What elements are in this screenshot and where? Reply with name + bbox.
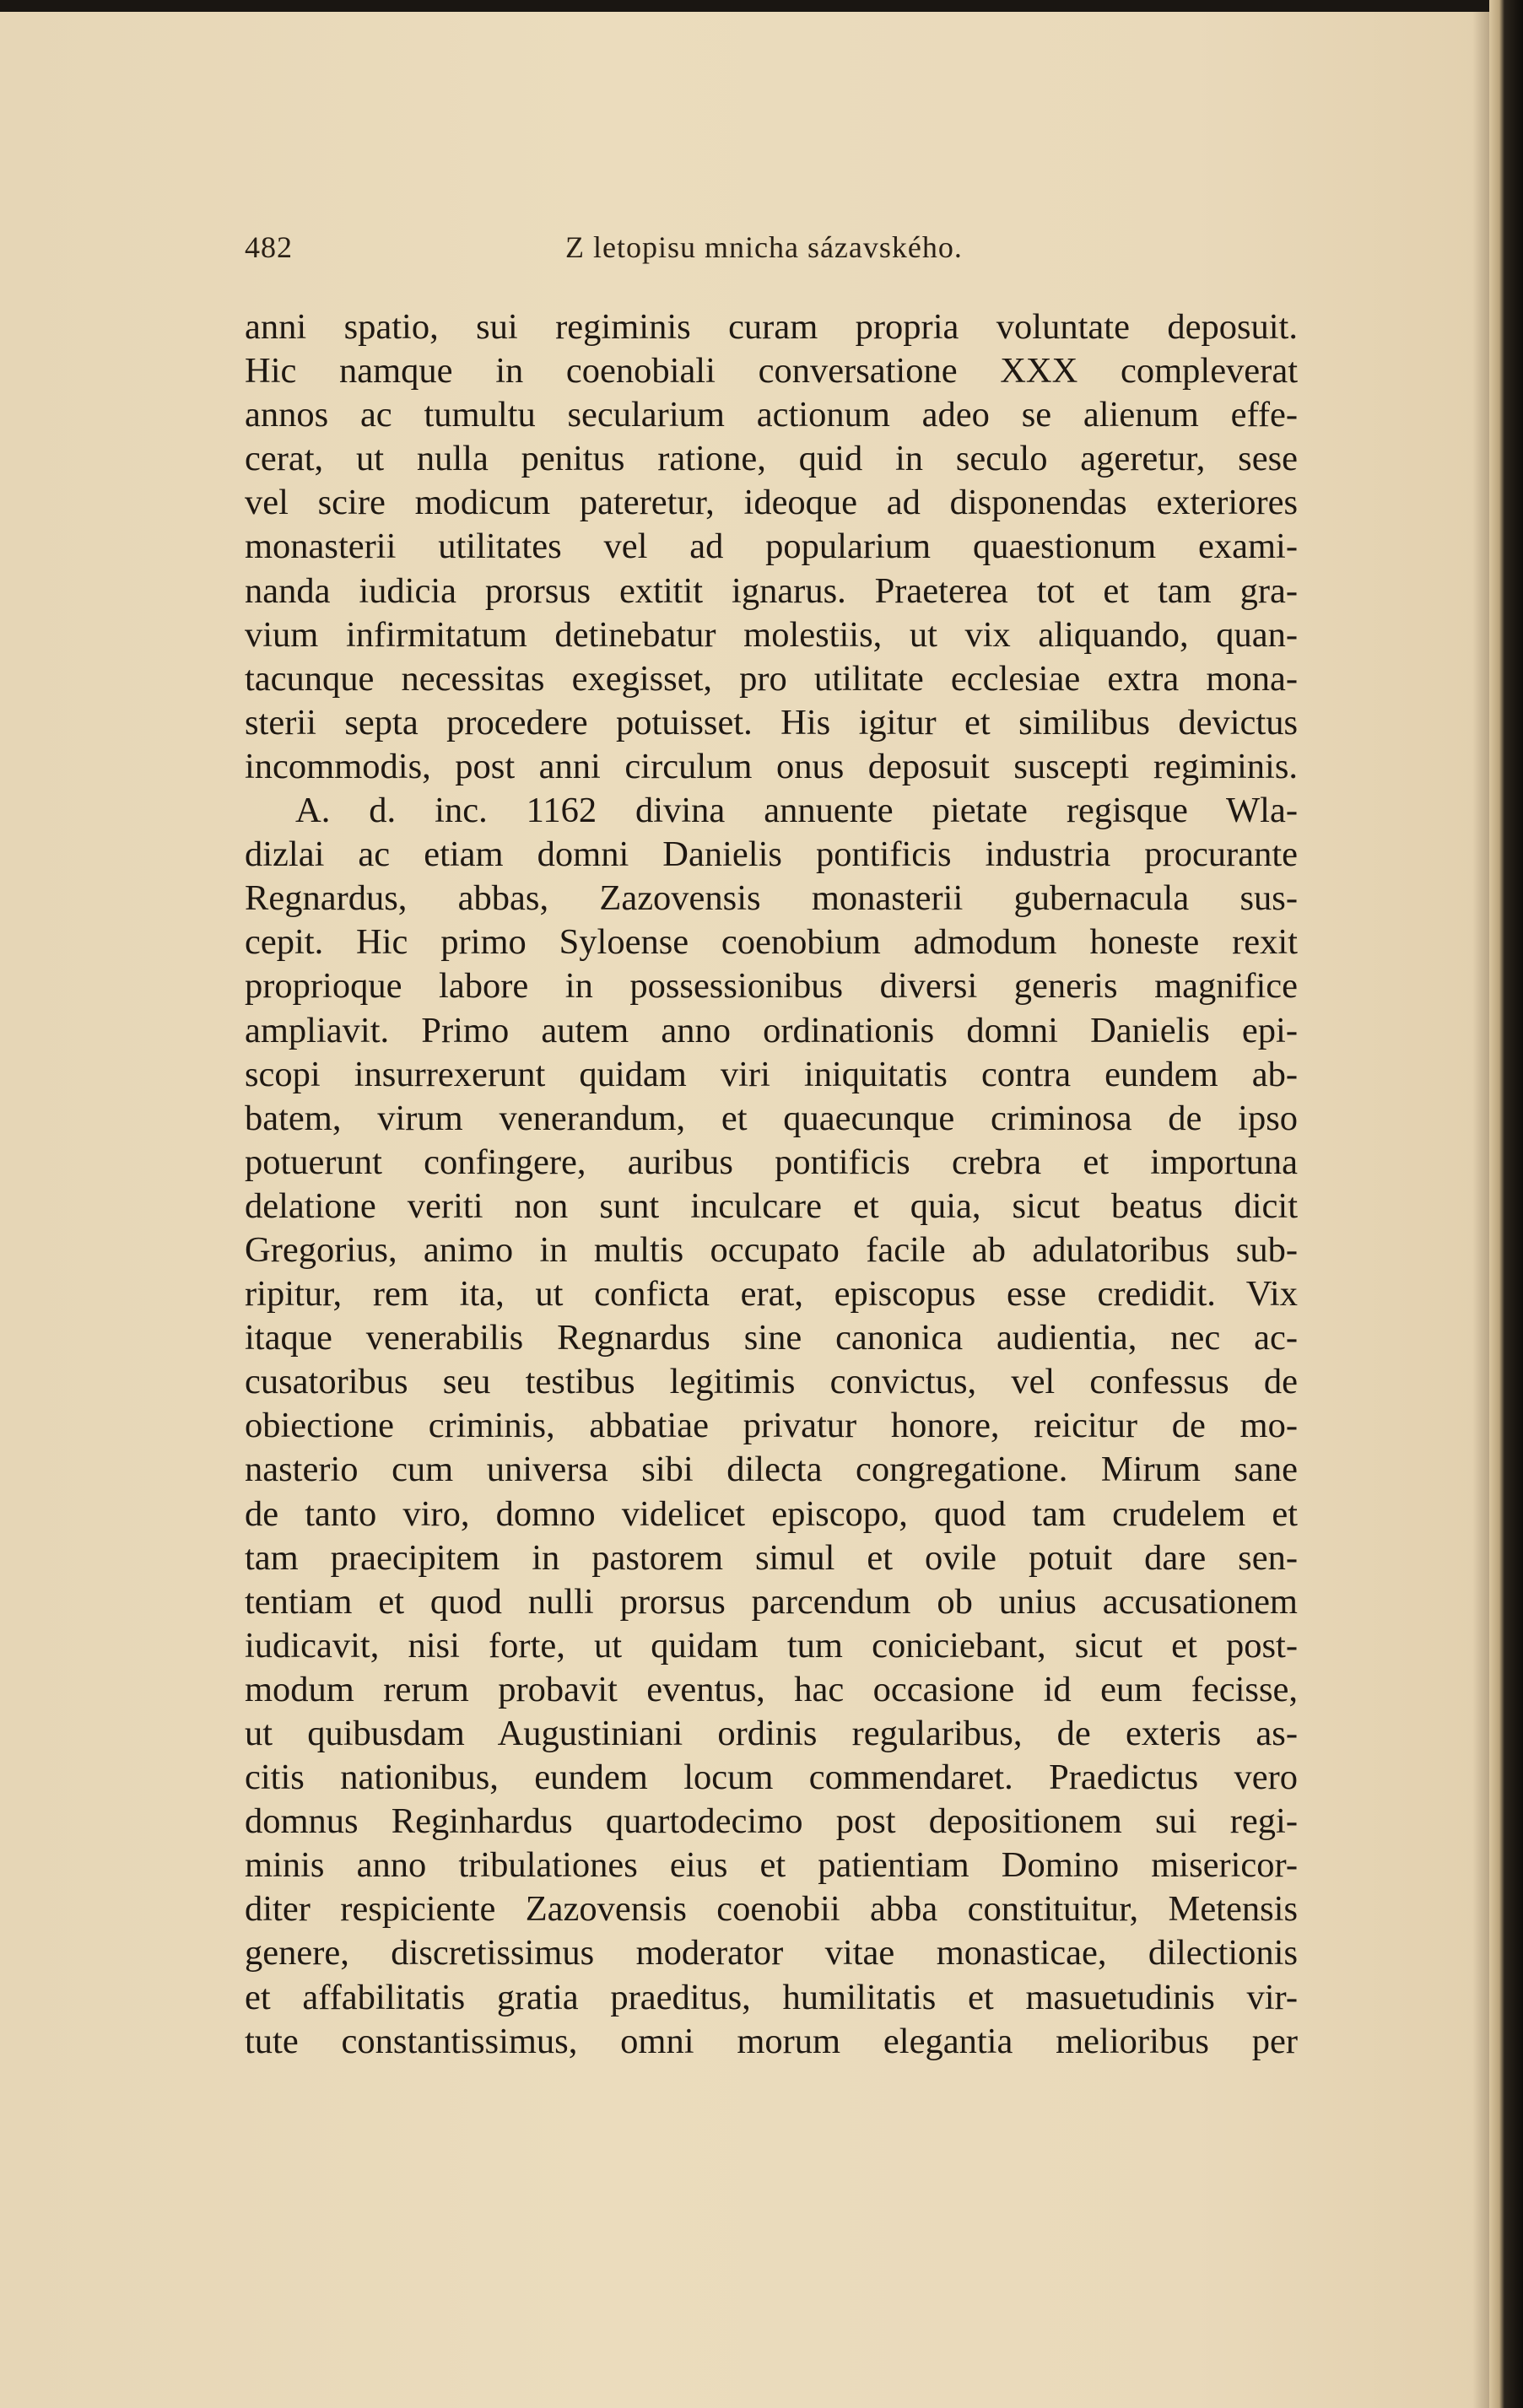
page-edge-shadow xyxy=(1472,12,1489,2408)
text-line: cerat, ut nulla penitus ratione, quid in seculo ageretur, sese xyxy=(245,439,1298,479)
text-line: tam praecipitem in pastorem simul et ovile potuit dare sen- xyxy=(245,1537,1298,1578)
text-line-indented: A. d. inc. 1162 divina annuente pietate regisque Wla- xyxy=(295,791,1298,831)
text-line: delatione veriti non sunt inculcare et quia, sicut beatus dicit xyxy=(245,1185,1298,1226)
text-line: itaque venerabilis Regnardus sine canonica audientia, nec ac- xyxy=(245,1318,1298,1358)
paragraph-2 xyxy=(245,789,1298,2064)
text-line: modum rerum probavit eventus, hac occasione id eum fecisse, xyxy=(245,1669,1298,1709)
text-line: tacunque necessitas exegisset, pro utilitate ecclesiae extra mona- xyxy=(245,658,1298,699)
text-line: ripitur, rem ita, ut conficta erat, episcopus esse credidit. Vix xyxy=(245,1274,1298,1315)
text-line: proprioque labore in possessionibus diversi generis magnifice xyxy=(245,966,1298,1007)
text-line: monasterii utilitates vel ad popularium quaestionum exami- xyxy=(245,526,1298,567)
text-line: ampliavit. Primo autem anno ordinationis domni Danielis epi- xyxy=(245,1010,1298,1050)
text-line: iudicavit, nisi forte, ut quidam tum coniciebant, sicut et post- xyxy=(245,1625,1298,1666)
text-line: obiectione criminis, abbatiae privatur honore, reicitur de mo- xyxy=(245,1406,1298,1446)
text-line: anni spatio, sui regiminis curam propria voluntate deposuit. xyxy=(245,307,1298,347)
text-line: nanda iudicia prorsus extitit ignarus. Praeterea tot et tam gra- xyxy=(245,570,1298,611)
text-line: vel scire modicum pateretur, ideoque ad disponendas exteriores xyxy=(245,483,1298,523)
text-line: de tanto viro, domno videlicet episcopo, quod tam crudelem et xyxy=(245,1493,1298,1534)
text-line: incommodis, post anni circulum onus deposuit suscepti regiminis. xyxy=(245,746,1298,786)
book-spine xyxy=(1489,0,1523,2408)
text-line: diter respiciente Zazovensis coenobii abba constituitur, Metensis xyxy=(245,1889,1298,1930)
text-line: Gregorius, animo in multis occupato facile ab adulatoribus sub- xyxy=(245,1229,1298,1270)
text-line: tute constantissimus, omni morum elegantia melioribus per xyxy=(245,2021,1298,2061)
paragraph-1 xyxy=(245,305,1298,789)
text-line: dizlai ac etiam domni Danielis pontificis industria procurante xyxy=(245,834,1298,875)
text-line: et affabilitatis gratia praeditus, humilitatis et masuetudinis vir- xyxy=(245,1977,1298,2017)
text-line: scopi insurrexerunt quidam viri iniquitatis contra eundem ab- xyxy=(245,1054,1298,1094)
text-line: sterii septa procedere potuisset. His igitur et similibus devictus xyxy=(245,702,1298,742)
text-line: citis nationibus, eundem locum commendaret. Praedictus vero xyxy=(245,1757,1298,1798)
text-line: domnus Reginhardus quartodecimo post depositionem sui regi- xyxy=(245,1801,1298,1842)
text-line: cusatoribus seu testibus legitimis convictus, vel confessus de xyxy=(245,1362,1298,1402)
text-line: cepit. Hic primo Syloense coenobium admodum honeste rexit xyxy=(245,922,1298,963)
text-line: potuerunt confingere, auribus pontificis crebra et importuna xyxy=(245,1142,1298,1182)
text-line: ut quibusdam Augustiniani ordinis regularibus, de exteris as- xyxy=(245,1714,1298,1753)
text-line: minis anno tribulationes eius et patientiam Domino misericor- xyxy=(245,1845,1298,1886)
text-line: annos ac tumultu secularium actionum adeo se alienum effe- xyxy=(245,395,1298,435)
text-line: genere, discretissimus moderator vitae monasticae, dilectionis xyxy=(245,1933,1298,1973)
body-text xyxy=(245,305,1298,2064)
running-title: Z letopisu mnicha sázavského. xyxy=(565,230,963,264)
text-line: batem, virum venerandum, et quaecunque criminosa de ipso xyxy=(245,1098,1298,1138)
text-line: Hic namque in coenobiali conversatione XXX compleverat xyxy=(245,351,1298,391)
page-header xyxy=(245,229,1308,280)
page-number: 482 xyxy=(245,230,293,264)
text-line: nasterio cum universa sibi dilecta congregatione. Mirum sane xyxy=(245,1450,1298,1490)
text-line: tentiam et quod nulli prorsus parcendum ob unius accusationem xyxy=(245,1581,1298,1622)
text-line: Regnardus, abbas, Zazovensis monasterii gubernacula sus- xyxy=(245,878,1298,919)
text-line: vium infirmitatum detinebatur molestiis, ut vix aliquando, quan- xyxy=(245,614,1298,655)
